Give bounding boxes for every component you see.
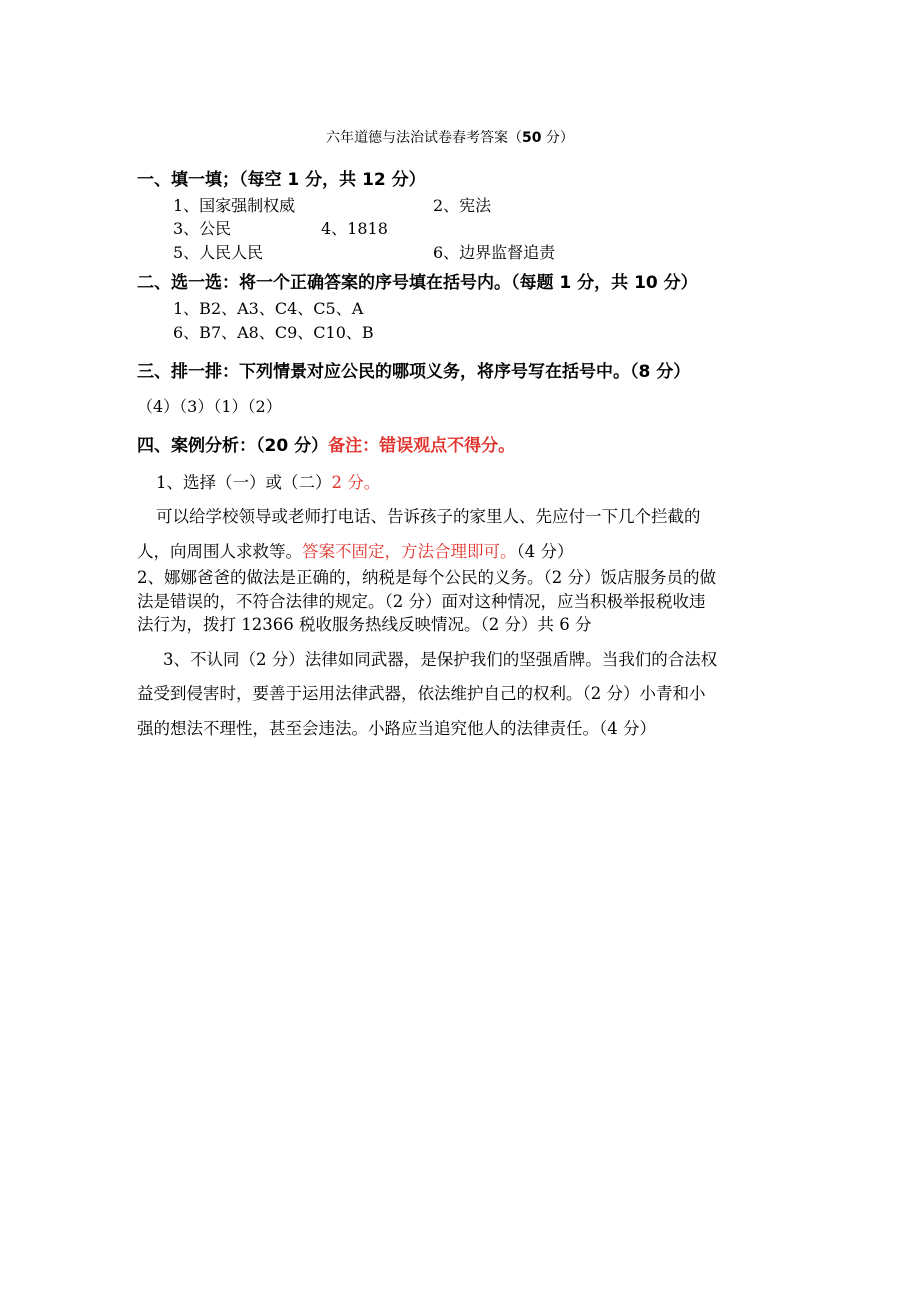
q1-choice-score: 2 分。	[331, 473, 381, 492]
page-title-score: 50	[522, 130, 542, 146]
section1-answer-4: 4、1818	[321, 219, 388, 238]
section1-answer-5: 5、人民人民	[173, 243, 264, 262]
q1-line-2: 可以给学校领导或老师打电话、告诉孩子的家里人、先应付一下几个拦截的	[156, 507, 701, 526]
section1-answer-3: 3、公民	[173, 219, 232, 238]
q1-line-1	[156, 472, 380, 494]
section4-heading	[137, 435, 515, 457]
section4-heading-text: 四、案例分析：（20 分）	[137, 436, 329, 456]
q2-line-1: 2、娜娜爸爸的做法是正确的，纳税是每个公民的义务。（2 分）饭店服务员的做	[137, 568, 716, 587]
section2-heading: 二、选一选：将一个正确答案的序号填在括号内。（每题 1 分，共 10 分）	[137, 273, 698, 293]
section1-answer-6: 6、边界监督追责	[433, 243, 556, 262]
q1-line-3-text: 人，向周围人求救等。	[137, 542, 302, 561]
section3-answer: （4）（3）（1）（2）	[137, 397, 282, 416]
q2-line-2: 法是错误的，不符合法律的规定。（2 分）面对这种情况，应当积极举报税收违	[137, 592, 706, 611]
q3-line-3: 强的想法不理性，甚至会违法。小路应当追究他人的法律责任。（4 分）	[137, 719, 656, 738]
q3-line-1: 3、不认同（2 分）法律如同武器，是保护我们的坚强盾牌。当我们的合法权	[163, 650, 718, 669]
section1-answer-1: 1、国家强制权威	[173, 196, 296, 215]
section4-note: 备注：错误观点不得分。	[328, 436, 516, 456]
section2-answers-line-2: 6、B7、A8、C9、C10、B	[173, 323, 374, 342]
section3-heading: 三、排一排：下列情景对应公民的哪项义务，将序号写在括号中。（8 分）	[137, 362, 691, 382]
q1-line-3	[137, 541, 574, 563]
q1-line-3-score: （4 分）	[516, 542, 574, 561]
page-title	[326, 129, 574, 147]
page-title-suffix: 分）	[541, 130, 574, 146]
q1-choice: 1、选择（一）或（二）	[156, 473, 332, 492]
q1-line-3-note: 答案不固定，方法合理即可。	[302, 542, 517, 561]
page-title-main: 六年道德与法治试卷春考答案（	[326, 130, 522, 146]
q2-line-3: 法行为，拨打 12366 税收服务热线反映情况。（2 分）共 6 分	[137, 615, 592, 634]
section1-answer-2: 2、宪法	[433, 196, 492, 215]
section1-heading: 一、填一填；（每空 1 分，共 12 分）	[137, 170, 426, 190]
q3-line-2: 益受到侵害时，要善于运用法律武器，依法维护自己的权利。（2 分）小青和小	[137, 684, 706, 703]
section2-answers-line-1: 1、B2、A3、C4、C5、A	[173, 299, 364, 318]
